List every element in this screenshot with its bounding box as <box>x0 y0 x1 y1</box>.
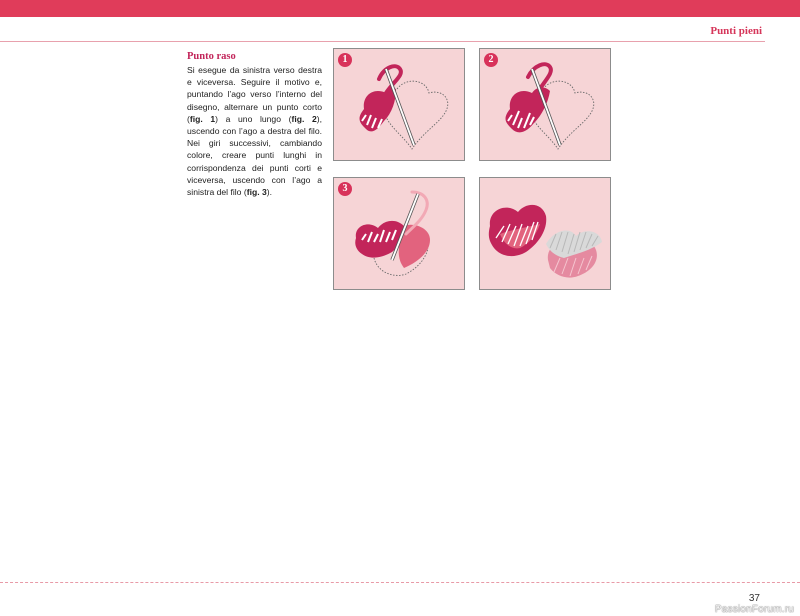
figure-4-illustration <box>480 178 610 289</box>
stitch-body-text <box>187 64 322 198</box>
figure-reference: fig. 1 <box>189 113 216 124</box>
figure-reference: fig. 3 <box>246 187 267 198</box>
figure-1-illustration <box>334 49 464 160</box>
watermark: PassionForum.ru <box>714 604 794 615</box>
figure-1 <box>333 48 465 161</box>
figure-3 <box>333 177 465 290</box>
figure-2 <box>479 48 611 161</box>
body-text-run: Si esegue da sinistra verso destra e viceversa. Seguire il motivo e, puntando l’ago verso l’interno del disegno, alternare un punto corto ( <box>187 65 322 124</box>
figure-reference: fig. 2 <box>291 113 317 124</box>
figure-2-badge: 2 <box>484 53 498 67</box>
stitch-title: Punto raso <box>187 51 236 62</box>
stitch-description <box>187 51 322 198</box>
figure-2-illustration <box>480 49 610 160</box>
figure-1-badge: 1 <box>338 53 352 67</box>
body-text-run: ), uscendo con l’ago a destra del filo. Nei giri successivi, cambiando colore, creare punti lunghi in corrispondenza dei punti corti e viceversa, uscendo con l’ago a sinistra del filo ( <box>187 113 322 198</box>
header-band <box>0 0 800 17</box>
body-text-run: ) a uno lungo ( <box>215 113 292 124</box>
footer-rule <box>0 582 800 583</box>
header-rule <box>0 41 765 42</box>
figure-3-badge: 3 <box>338 182 352 196</box>
section-title: Punti pieni <box>710 25 762 37</box>
page-number: 37 <box>748 593 760 604</box>
body-text-run: ). <box>266 187 273 198</box>
figure-4 <box>479 177 611 290</box>
figure-3-illustration <box>334 178 464 289</box>
